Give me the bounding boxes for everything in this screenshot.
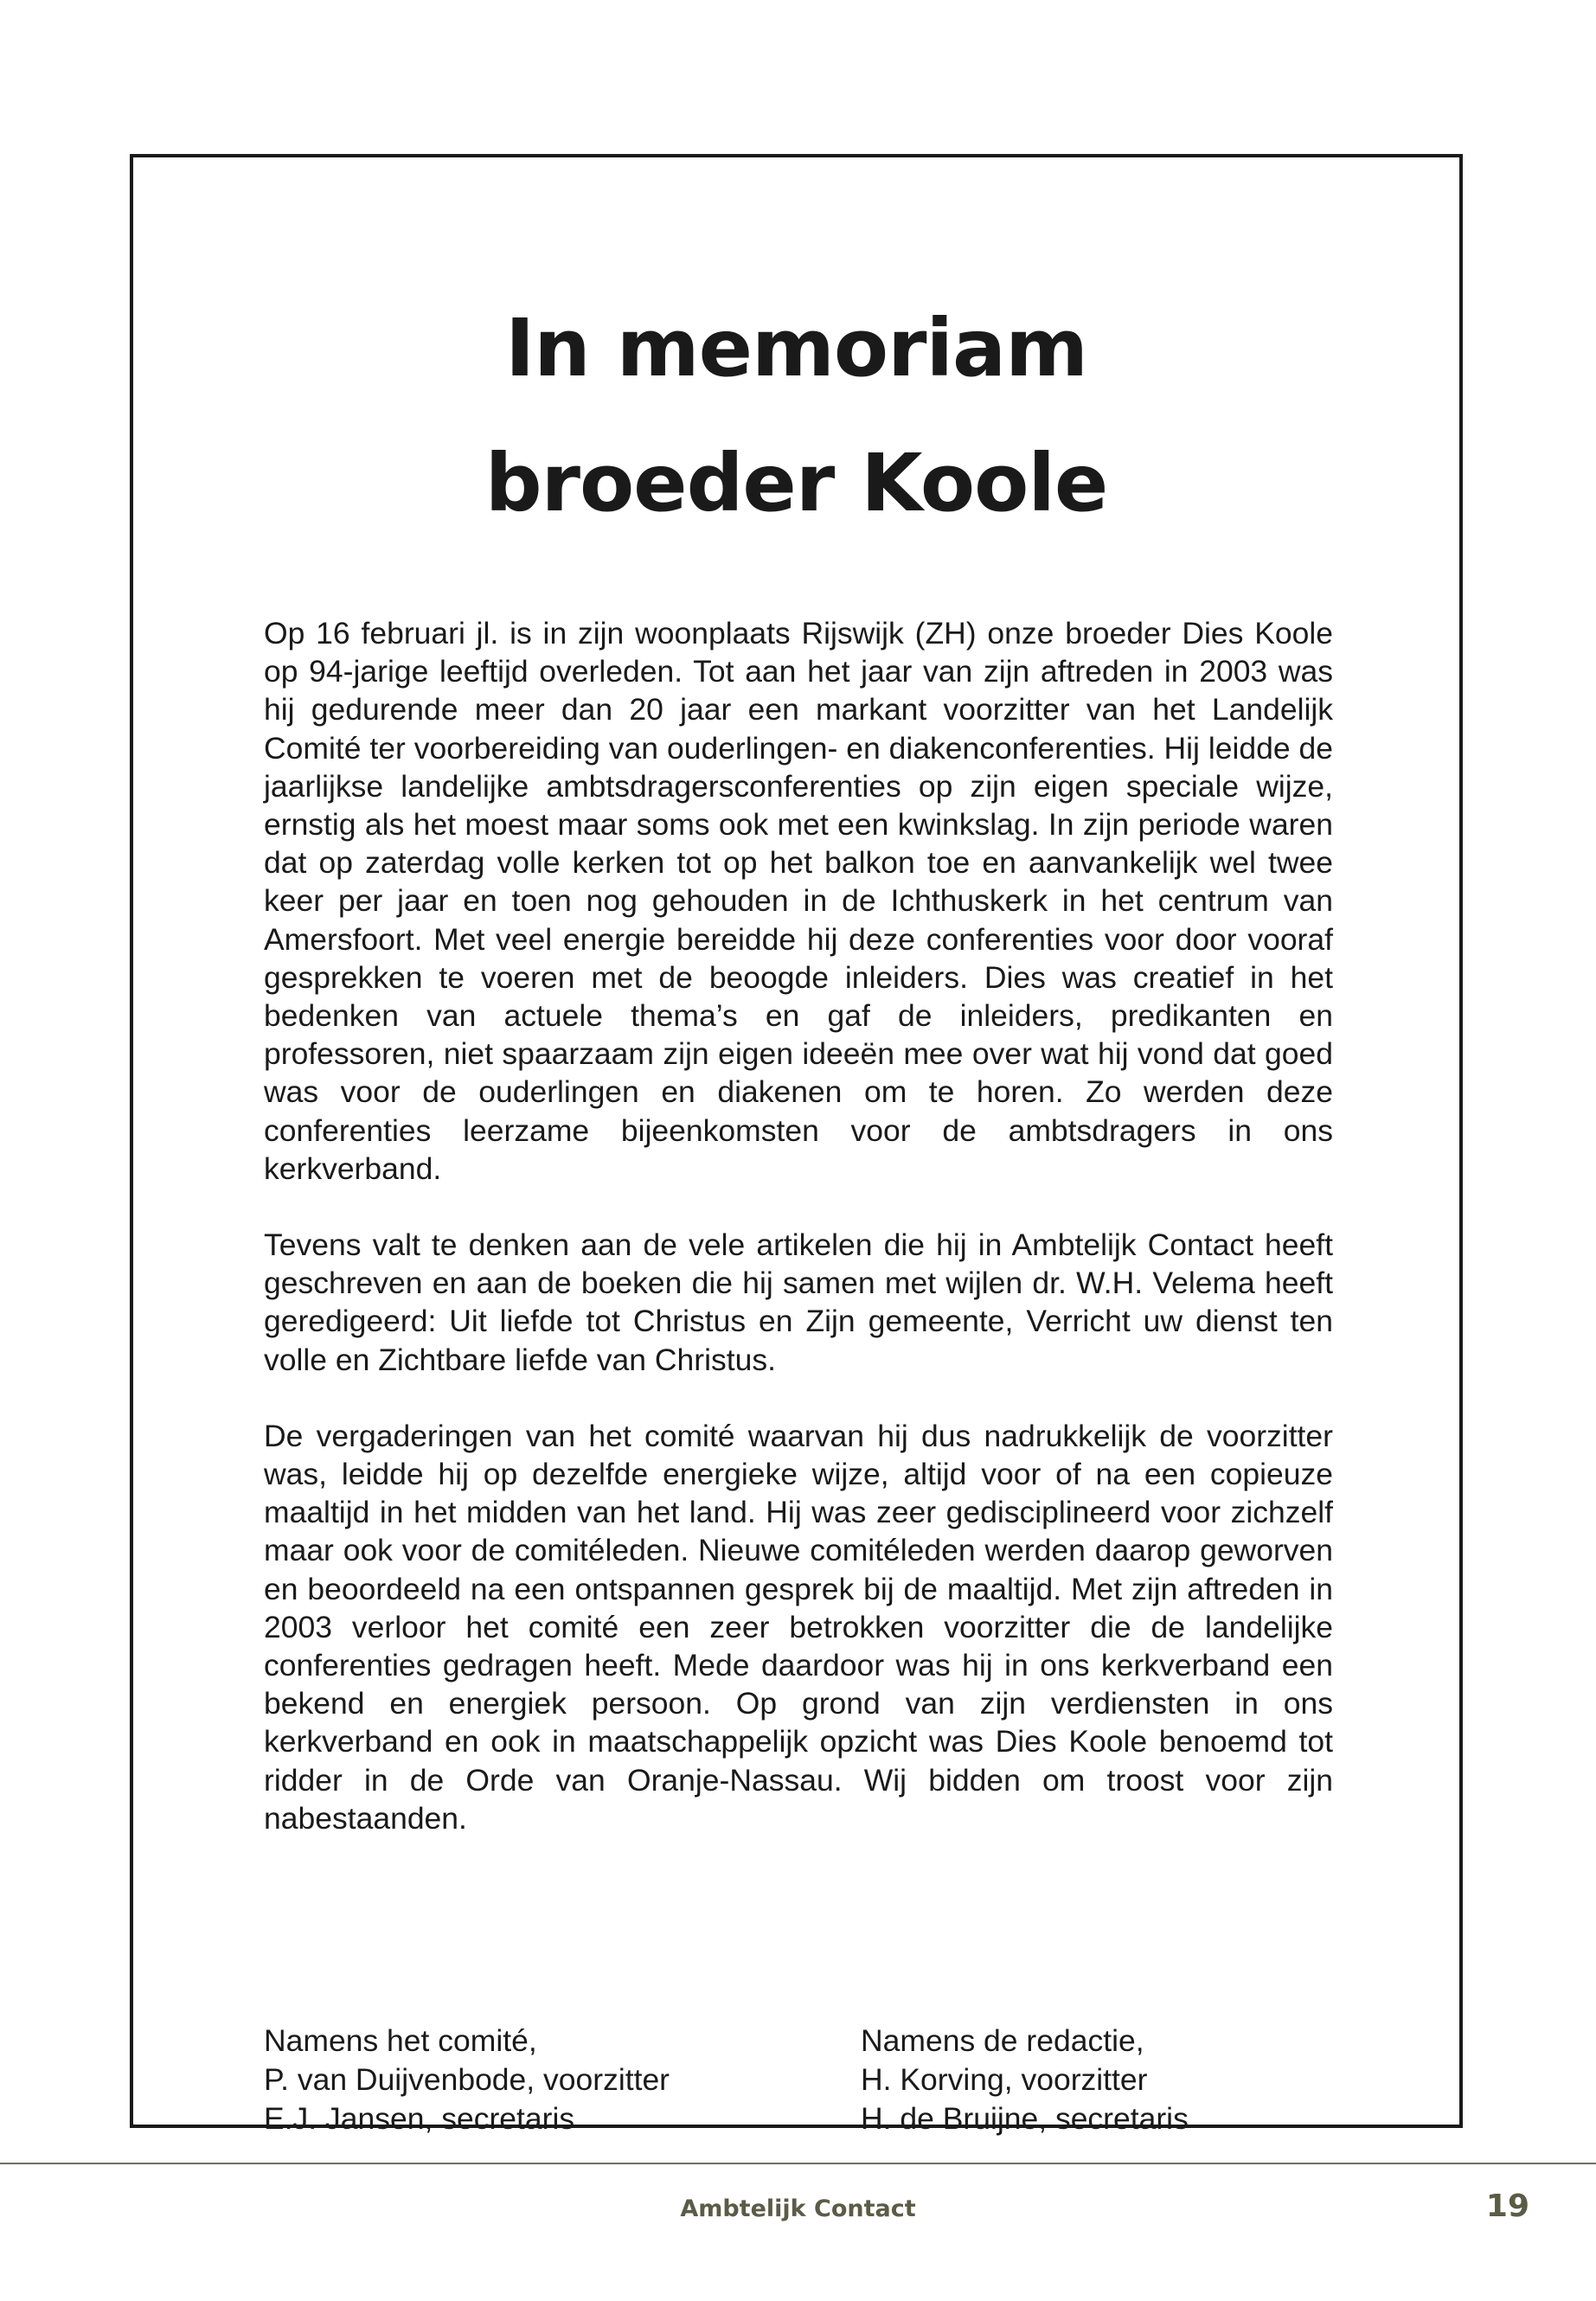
paragraph-1: Op 16 februari jl. is in zijn woonplaats Rijswijk (ZH) onze broeder Dies Koole op 94-jarige leeftijd overleden. Tot aan het jaar van zijn aftreden in 2003 was hij gedurende meer dan 20 jaar een markant voorzitter van het Landelijk Comité ter voorbereiding van ouderlingen- en diakenconferenties. Hij leidde de jaarlijkse landelijke ambtsdragersconferenties op zijn eigen speciale wijze, ernstig als het moest maar soms ook met een kwinkslag. In zijn periode waren dat op zaterdag volle kerken tot op het balkon toe en aanvankelijk wel twee keer per jaar en toen nog gehouden in de Ichthuskerk in het centrum van Amersfoort. Met veel energie bereidde hij deze conferenties voor door vooraf gesprekken te voeren met de beoogde inleiders. Dies was creatief in het bedenken van actuele thema’s en gaf de inleiders, predikanten en professoren, niet spaarzaam zijn eigen ideeën mee over wat hij vond dat goed was voor de ouderlingen en diakenen om te horen. Zo werden deze conferenties leerzame bijeenkomsten voor de ambtsdragers in ons kerkverband. bbox=[264, 616, 1333, 1186]
memorial-frame bbox=[130, 154, 1463, 2136]
article-title bbox=[133, 281, 1459, 551]
signature-line: H. de Bruijne, secretaris bbox=[861, 2101, 1189, 2136]
signature-line: P. van Duijvenbode, voorzitter bbox=[264, 2062, 670, 2097]
article-body bbox=[264, 614, 1333, 1837]
signature-line: Namens het comité, bbox=[264, 2023, 537, 2058]
paragraph-3: De vergaderingen van het comité waarvan hij dus nadrukkelijk de voorzitter was, leidde hij op dezelfde energieke wijze, altijd voor of na een copieuze maaltijd in het midden van het land. Hij was zeer gedisciplineerd voor zichzelf maar ook voor de comitéleden. Nieuwe comitéleden werden daarop geworven en beoordeeld na een ontspannen gesprek bij de maaltijd. Met zijn aftreden in 2003 verloor het comité een zeer betrokken voorzitter die de landelijke conferenties gedragen heeft. Mede daardoor was hij in ons kerkverband een bekend en energiek persoon. Op grond van zijn verdiensten in ons kerkverband en ook in maatschappelijk opzicht was Dies Koole benoemd tot ridder in de Orde van Oranje-Nassau. Wij bidden om troost voor zijn nabestaanden. bbox=[264, 1418, 1333, 1836]
signature-committee bbox=[264, 2022, 670, 2138]
signature-editorial bbox=[861, 2022, 1189, 2138]
title-line-1: In memoriam bbox=[505, 302, 1087, 394]
signature-line: H. Korving, voorzitter bbox=[861, 2062, 1148, 2097]
paragraph-2: Tevens valt te denken aan de vele artikelen die hij in Ambtelijk Contact heeft geschreven en aan de boeken die hij samen met wijlen dr. W.H. Velema heeft geredigeerd: Uit liefde tot Christus en Zijn gemeente, Verricht uw dienst ten volle en Zichtbare liefde van Christus. bbox=[264, 1227, 1333, 1377]
title-line-2: broeder Koole bbox=[484, 437, 1108, 529]
footer-publication-title: Ambtelijk Contact bbox=[680, 2195, 916, 2222]
signature-line: E.J. Jansen, secretaris bbox=[264, 2101, 575, 2136]
page-number: 19 bbox=[1485, 2189, 1529, 2224]
signature-line: Namens de redactie, bbox=[861, 2023, 1144, 2058]
footer-divider bbox=[0, 2163, 1596, 2164]
